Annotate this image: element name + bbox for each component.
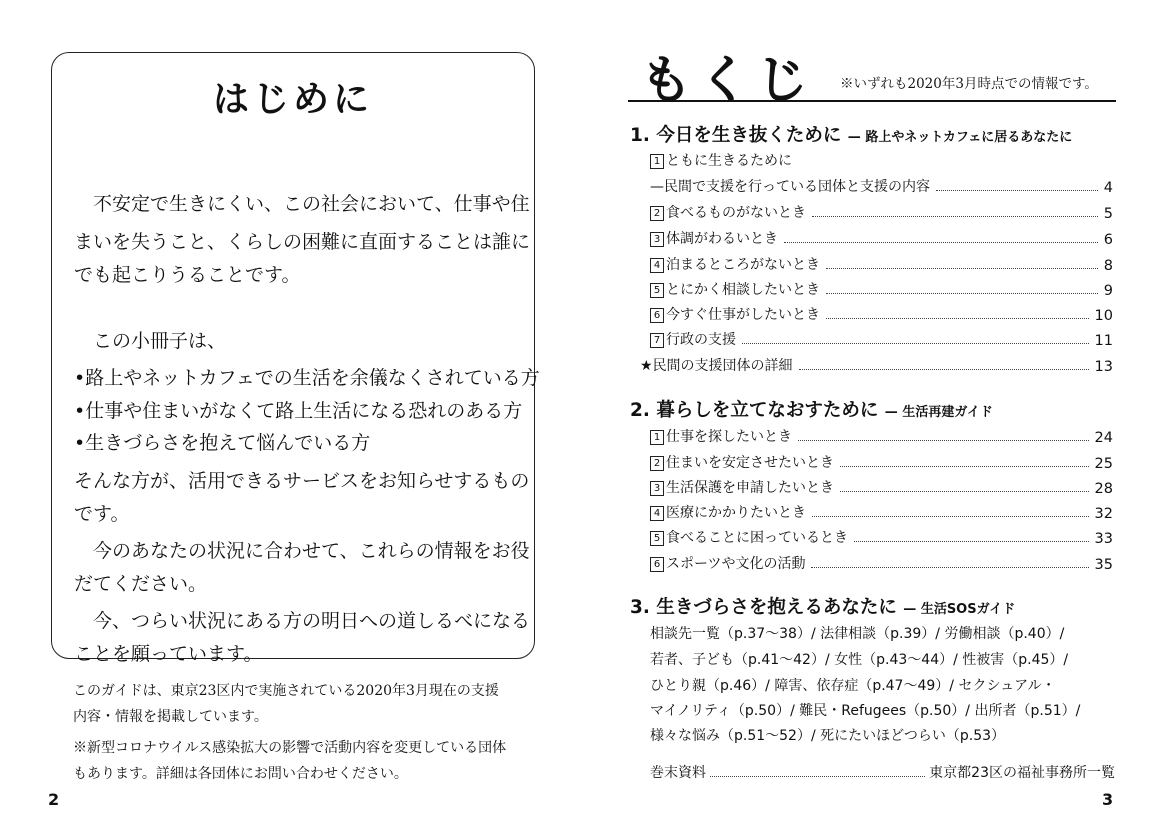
intro-line: まいを失うこと、くらしの困難に直面することは誰に (74, 231, 531, 253)
section-heading[interactable]: 3. 生きづらさを抱えるあなたに — 生活SOSガイド (630, 597, 1016, 618)
toc-item[interactable]: 6 今すぐ仕事がしたいとき 10 (650, 302, 1113, 324)
toc-item[interactable]: ★民間の支援団体の詳細 13 (640, 358, 1113, 375)
appendix-item: 東京都23区の福祉事務所一覧 (929, 765, 1115, 781)
toc-item[interactable]: 1 仕事を探したいとき 24 (650, 424, 1113, 446)
toc-divider (628, 100, 1116, 102)
footnote-line: ※新型コロナウイルス感染拡大の影響で活動内容を変更している団体 (73, 740, 507, 756)
intro-line: この小冊子は、 (74, 330, 227, 352)
toc-item[interactable]: 3 生活保護を申請したいとき 28 (650, 475, 1113, 497)
sos-topic-line[interactable]: 相談先一覧（p.37～38）/ 法律相談（p.39）/ 労働相談（p.40）/ (650, 626, 1065, 642)
intro-box (51, 52, 540, 665)
toc-item[interactable]: 2 住まいを安定させたいとき 25 (650, 450, 1113, 472)
intro-title: はじめに (212, 79, 373, 120)
toc-item[interactable]: 2 食べるものがないとき 5 (650, 200, 1113, 222)
intro-line: 今のあなたの状況に合わせて、これらの情報をお役 (74, 540, 530, 562)
intro-bullet: •生きづらさを抱えて悩んでいる方 (74, 432, 371, 454)
sos-topic-line[interactable]: 若者、子ども（p.41～42）/ 女性（p.43～44）/ 性被害（p.45）/ (650, 652, 1069, 668)
toc-item[interactable]: 4 泊まるところがないとき 8 (650, 252, 1113, 274)
footnote-line: このガイドは、東京23区内で実施されている2020年3月現在の支援 (73, 683, 499, 699)
appendix-row[interactable] (650, 760, 1115, 782)
intro-line: ことを願っています。 (74, 643, 263, 665)
intro-bullet: •仕事や住まいがなくて路上生活になる恐れのある方 (74, 400, 523, 422)
intro-line: 今、つらい状況にある方の明日への道しるべになる (74, 610, 531, 632)
intro-line: だてください。 (74, 573, 208, 595)
toc-item[interactable]: 4 医療にかかりたいとき 32 (650, 500, 1113, 522)
footnote-line: もあります。詳細は各団体にお問い合わせください。 (73, 766, 408, 782)
sos-topic-line[interactable]: ひとり親（p.46）/ 障害、依存症（p.47～49）/ セクシュアル・ (650, 678, 1056, 694)
intro-bullet: •路上やネットカフェでの生活を余儀なくされている方 (74, 367, 540, 389)
appendix-label: 巻末資料 (650, 765, 706, 781)
section-heading[interactable]: 2. 暮らしを立てなおすために — 生活再建ガイド (630, 400, 993, 421)
toc-item[interactable]: 1 ともに生きるために (650, 148, 1113, 170)
footnote-line: 内容・情報を掲載しています。 (73, 709, 268, 725)
star-icon: ★ (640, 358, 653, 374)
toc-item[interactable]: 7 行政の支援 11 (650, 327, 1113, 349)
intro-line: そんな方が、活用できるサービスをお知らせするもの (74, 470, 530, 492)
intro-line: でも起こりうることです。 (74, 264, 301, 286)
page-number-right: 3 (1102, 790, 1114, 809)
toc-item[interactable]: 5 食べることに困っているとき 33 (650, 525, 1113, 547)
toc-item[interactable]: 5 とにかく相談したいとき 9 (650, 277, 1113, 299)
toc-title: もくじ (640, 51, 815, 111)
toc-item[interactable]: 3 体調がわるいとき 6 (650, 226, 1113, 248)
toc-item[interactable]: 6 スポーツや文化の活動 35 (650, 551, 1113, 573)
intro-line: 不安定で生きにくい、この社会において、仕事や住 (74, 193, 530, 215)
intro-line: です。 (74, 503, 130, 525)
sos-topic-line[interactable]: 様々な悩み（p.51～52）/ 死にたいほどつらい（p.53） (650, 728, 1006, 744)
section-heading[interactable]: 1. 今日を生き抜くために — 路上やネットカフェに居るあなたに (630, 125, 1073, 146)
toc-item[interactable]: —民間で支援を行っている団体と支援の内容 4 (650, 179, 1113, 196)
toc-note: ※いずれも2020年3月時点での情報です。 (840, 76, 1098, 92)
page-number-left: 2 (48, 790, 60, 809)
sos-topic-line[interactable]: マイノリティ（p.50）/ 難民・Refugees（p.50）/ 出所者（p.51）/ (650, 703, 1081, 719)
